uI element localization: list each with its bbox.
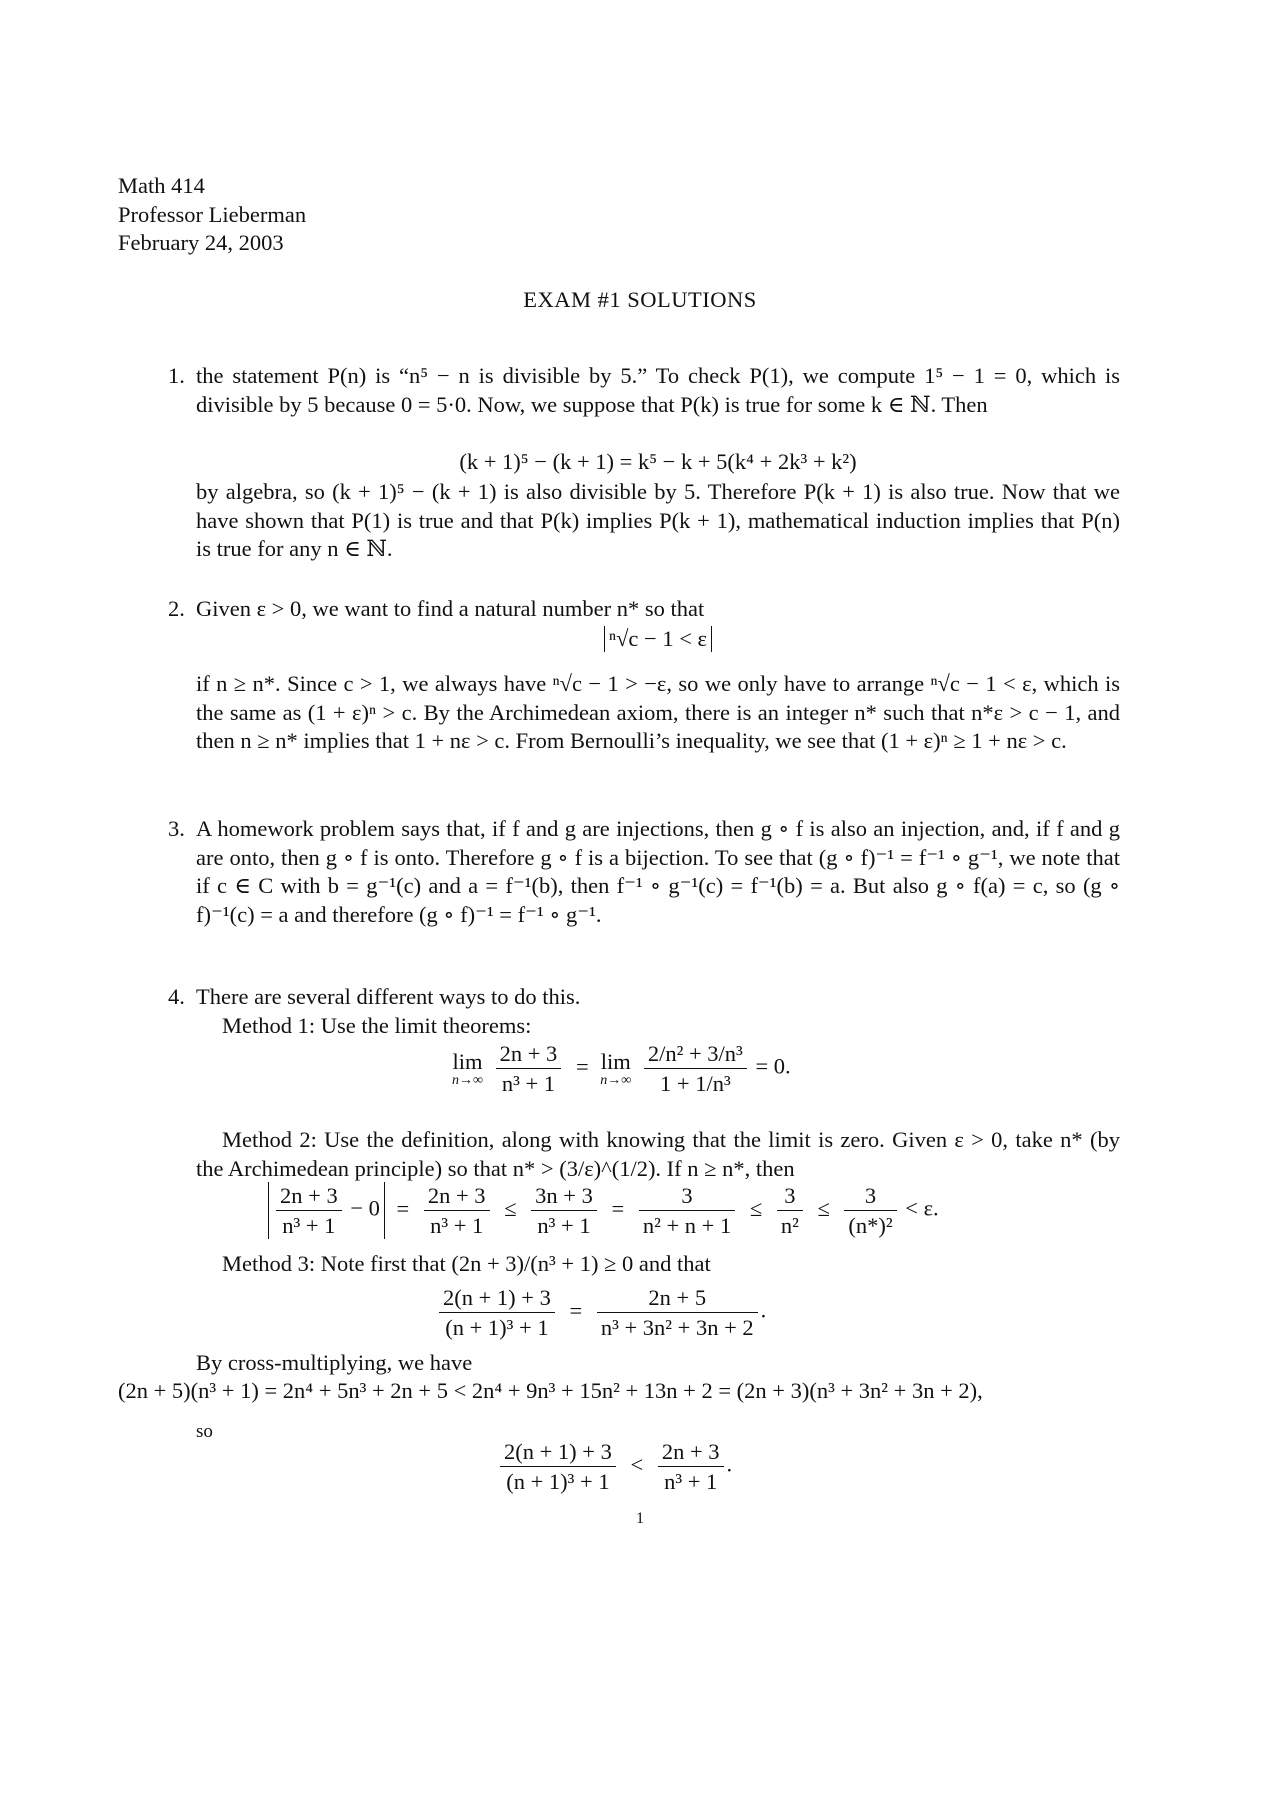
professor-name: Professor Lieberman <box>118 201 307 227</box>
problem-3-number: 3. <box>168 816 185 841</box>
problem-2-intro: Given ε > 0, we want to find a natural number n* so that <box>196 596 705 621</box>
method-2-text: Method 2: Use the definition, along with knowing that the limit is zero. Given ε > 0, take n* (by the Archimedean principle) so that n* > (3/ε)^(1/2). If n ≥ n*, then <box>196 1127 1120 1181</box>
problem-1-intro: the statement P(n) is “n⁵ − n is divisible by 5.” To check P(1), we compute 1⁵ − 1 = 0, which is divisible by 5 because 0 = 5·0. Now, we suppose that P(k) is true for some k ∈ ℕ. Then <box>196 363 1120 417</box>
course-name: Math 414 <box>118 173 205 198</box>
problem-1-conclusion: by algebra, so (k + 1)⁵ − (k + 1) is also divisible by 5. Therefore P(k + 1) is also true. Now that we have shown that P(1) is true and that P(k) implies P(k + 1), mathematical induction implies that P(n) is true for any n ∈ ℕ. <box>196 479 1120 561</box>
header <box>118 172 306 258</box>
method-1-text: Method 1: Use the limit theorems: <box>222 1013 532 1038</box>
problem-2-equation <box>196 624 1120 652</box>
problem-2-conclusion: if n ≥ n*. Since c > 1, we always have ⁿ√c − 1 > −ε, so we only have to arrange ⁿ√c − 1 < ε, which is the same as (1 + ε)ⁿ > c. By the Archimedean axiom, there is an integer n* such that n*ε > c − 1, and then n ≥ n* implies that 1 + nε > c. From Bernoulli’s inequality, we see that (1 + ε)ⁿ ≥ 1 + nε > c. <box>196 671 1120 753</box>
problem-1-number: 1. <box>168 363 185 388</box>
problem-3-text: A homework problem says that, if f and g are injections, then g ∘ f is also an injection, and, if f and g are onto, then g ∘ f is onto. Therefore g ∘ f is a bijection. To see that (g ∘ f)⁻¹ = f⁻¹ ∘ g⁻¹, we note that if c ∈ C with b = g⁻¹(c) and a = f⁻¹(b), then f⁻¹ ∘ g⁻¹(c) = f⁻¹(b) = a. But also g ∘ f(a) = c, so (g ∘ f)⁻¹(c) = a and therefore (g ∘ f)⁻¹ = f⁻¹ ∘ g⁻¹. <box>196 816 1120 927</box>
method-2-equation: $\frac{2n + 3}{\text{n³ + 1}}$ − 0 = $\frac{2n + 3}{\text{n³ + 1}}$ ≤ $\frac{3n + 3}{\text{n³ + 1}}$ = $\frac{3}{\text{n² + n + 1}}$ ≤ $\frac{3}{\text{n²}}$ ≤ $\frac{3}{\text{(n*)²}}$ < ε. <box>268 1182 939 1239</box>
problem-4-intro: There are several different ways to do this. <box>196 984 581 1009</box>
method-1-equation: lim n→∞ $\frac{2n + 3}{\text{n³ + 1}}$ = lim n→∞ $\frac{\text{2/n² + 3/n³}}{\text{1 + 1/n³}}$ = 0. <box>452 1041 791 1096</box>
problem-1-equation: (k + 1)⁵ − (k + 1) = k⁵ − k + 5(k⁴ + 2k³ + k²) <box>459 449 857 474</box>
cross-multiply-equation: (2n + 5)(n³ + 1) = 2n⁴ + 5n³ + 2n + 5 < 2n⁴ + 9n³ + 15n² + 13n + 2 = (2n + 3)(n³ + 3n² + 3n + 2), <box>118 1378 983 1403</box>
abs-value: ⁿ√c − 1 < ε <box>604 626 712 652</box>
method-3-equation: $\frac{2(n + 1) + 3}{\text{(n + 1)³ + 1}}$ = $\frac{2n + 5}{\text{n³ + 3n² + 3n + 2}}$ . <box>436 1284 766 1341</box>
so-text: so <box>196 1421 213 1442</box>
page-title: EXAM #1 SOLUTIONS <box>523 287 757 312</box>
cross-multiply-text: By cross-multiplying, we have <box>196 1350 473 1375</box>
final-inequality: $\frac{2(n + 1) + 3}{\text{(n + 1)³ + 1}}$ < $\frac{2n + 3}{\text{n³ + 1}}$ . <box>497 1438 732 1495</box>
exam-date: February 24, 2003 <box>118 230 284 255</box>
problem-2-number: 2. <box>168 596 185 621</box>
method-3-text: Method 3: Note first that (2n + 3)/(n³ + 1) ≥ 0 and that <box>222 1251 711 1276</box>
problem-4-number: 4. <box>168 984 185 1009</box>
page-number: 1 <box>636 1510 644 1527</box>
